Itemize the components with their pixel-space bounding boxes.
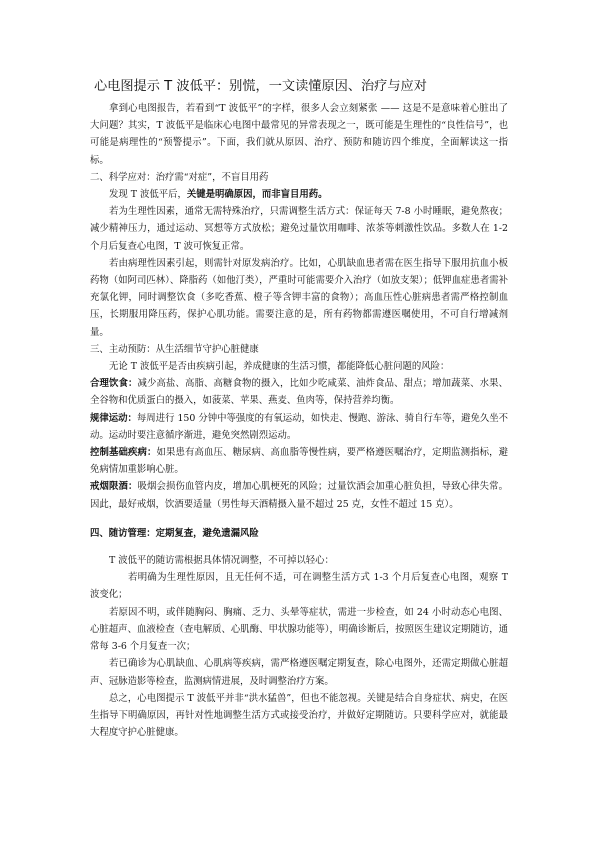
section-2-lead-bold: 关键是明确原因，而非盲目用药。: [186, 189, 328, 201]
section-4-paragraph-2: 若原因不明，或伴随胸闷、胸痛、乏力、头晕等症状，需进一步检查，如 24 小时动态心电图、心脏超声、血液检查（查电解质、心肌酶、甲状腺功能等），明确诊断后，按照医生建议定期随访，通常每 3-6 个月复查一次；: [90, 606, 508, 653]
article-body: [90, 78, 508, 741]
prevention-item-label: 规律运动：: [90, 412, 137, 424]
prevention-item-text: 如果患有高血压、糖尿病、高血脂等慢性病，要严格遵医嘱治疗，定期监测指标，避免病情加重影响心脏。: [90, 447, 508, 476]
prevention-item: [90, 375, 508, 409]
section-4-paragraph-1: 若明确为生理性原因，且无任何不适，可在调整生活方式 1-3 个月后复查心电图，观察 T 波变化；: [90, 572, 508, 601]
prevention-item-label: 合理饮食：: [90, 378, 138, 390]
prevention-item-label: 控制基础疾病：: [90, 447, 157, 459]
prevention-item: [90, 410, 508, 444]
section-2-heading: 二、科学应对：治疗需“对症”，不盲目用药: [90, 171, 269, 183]
section-2-lead-text: 发现 T 波低平后，: [109, 189, 187, 201]
section-3-heading: 三、主动预防：从生活细节守护心脏健康: [90, 343, 259, 355]
section-2-lead: [90, 186, 508, 203]
section-2-paragraph-1: 若为生理性因素，通常无需特殊治疗，只需调整生活方式：保证每天 7-8 小时睡眠，避免熬夜；减少精神压力，通过运动、冥想等方式放松；避免过量饮用咖啡、浓茶等刺激性饮品。多数人在 1-2 个月后复查心电图，T 波可恢复正常。: [90, 206, 508, 252]
section-4-conclusion: 总之，心电图提示 T 波低平并非“洪水猛兽”，但也不能忽视。关键是结合自身症状、病史，在医生指导下明确原因，再针对性地调整生活方式或接受治疗，并做好定期随访。只要科学应对，就能最大程度守护心脏健康。: [90, 692, 508, 739]
section-4-heading: 四、随访管理：定期复查，避免遗漏风险: [90, 527, 259, 539]
prevention-item-text: 吸烟会损伤血管内皮，增加心肌梗死的风险；过量饮酒会加重心脏负担，导致心律失常。因此，最好戒烟，饮酒要适量（男性每天酒精摄入量不超过 25 克，女性不超过 15 克）。: [90, 481, 508, 510]
section-2-paragraph-2: 若由病理性因素引起，则需针对原发病治疗。比如，心肌缺血患者需在医生指导下服用抗血小板药物（如阿司匹林）、降脂药（如他汀类），严重时可能需要介入治疗（如放支架）；低钾血症患者需补充氯化钾，同时调整饮食（多吃香蕉、橙子等含钾丰富的食物）；高血压性心脏病患者需严格控制血压，长期服用降压药，保护心肌功能。需要注意的是，所有药物都需遵医嘱使用，不可自行增减剂量。: [90, 257, 508, 338]
prevention-item-text: 每周进行 150 分钟中等强度的有氧运动，如快走、慢跑、游泳、骑自行车等，避免久坐不动。运动时要注意循序渐进，避免突然剧烈运动。: [90, 412, 508, 441]
section-4-paragraph-3: 若已确诊为心肌缺血、心肌病等疾病，需严格遵医嘱定期复查，除心电图外，还需定期做心脏超声、冠脉造影等检查，监测病情进展，及时调整治疗方案。: [90, 658, 508, 687]
intro-paragraph: 拿到心电图报告，若看到“T 波低平”的字样，很多人会立刻紧张 —— 这是不是意味着心脏出了大问题？其实，T 波低平是临床心电图中最常见的异常表现之一，既可能是生理性的“良性信号”，也可能是病理性的“预警提示”。下面，我们就从原因、治疗、预防和随访四个维度，全面解读这一指标。: [90, 103, 508, 166]
prevention-item-text: 减少高盐、高脂、高糖食物的摄入，比如少吃咸菜、油炸食品、甜点；增加蔬菜、水果、全谷物和优质蛋白的摄入，如菠菜、苹果、燕麦、鱼肉等，保持营养均衡。: [90, 378, 508, 407]
prevention-item-label: 戒烟限酒：: [90, 481, 138, 493]
section-3-intro: 无论 T 波低平是否由疾病引起，养成健康的生活习惯，都能降低心脏问题的风险：: [109, 361, 450, 373]
section-4-intro: T 波低平的随访需根据具体情况调整，不可掉以轻心：: [109, 555, 334, 567]
prevention-item: [90, 478, 508, 512]
article-title: 心电图提示 T 波低平：别慌，一文读懂原因、治疗与应对: [94, 79, 427, 94]
prevention-item: [90, 444, 508, 478]
